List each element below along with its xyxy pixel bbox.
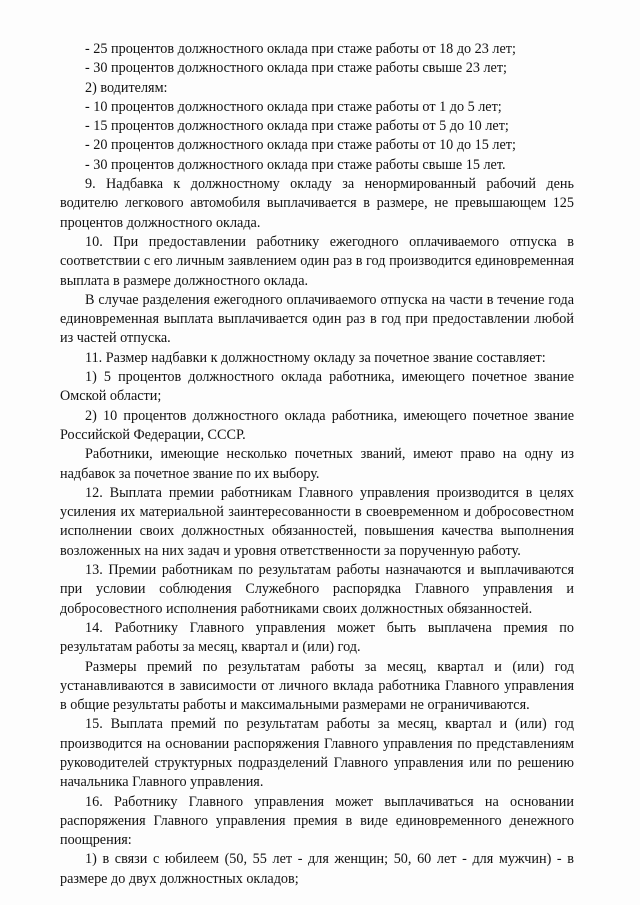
clause-14-continuation: Размеры премий по результатам работы за месяц, квартал и (или) год устанавливаются в зависимости от личного вклада работника Главного управления в общие результаты работы и максимальными размерами не ограничиваются. [60,658,574,714]
clause-14: 14. Работнику Главного управления может быть выплачена премия по результатам работы за месяц, квартал и (или) год. [60,619,574,656]
clause-11-item-1: 1) 5 процентов должностного оклада работника, имеющего почетное звание Омской области; [60,369,574,405]
clause-12: 12. Выплата премии работникам Главного управления производится в целях усиления их материальной заинтересованности в своевременном и добросовестном исполнении своих должностных обязанностей, повышения качества выполнения возложенных на них задач и уровня ответственности за порученную работу. [60,484,574,559]
clause-15: 15. Выплата премий по результатам работы за месяц, квартал и (или) год производится на основании распоряжения Главного управления по представлениям руководителей структурных подразделений Главного управления или по решению начальника Главного управления. [60,716,574,791]
list-item: - 10 процентов должностного оклада при стаже работы от 1 до 5 лет; [85,98,502,115]
clause-11: 11. Размер надбавки к должностному окладу за почетное звание составляет: [85,349,546,366]
clause-16: 16. Работнику Главного управления может выплачиваться на основании распоряжения Главного управления премия в виде единовременного денежного поощрения: [60,793,574,849]
list-heading: 2) водителям: [85,79,168,96]
list-item: - 25 процентов должностного оклада при стаже работы от 18 до 23 лет; [85,41,516,57]
clause-9: 9. Надбавка к должностному окладу за ненормированный рабочий день водителю легкового автомобиля выплачивается в размере, не превышающем 125 процентов должностного оклада. [60,176,574,231]
list-item: - 30 процентов должностного оклада при стаже работы свыше 23 лет; [85,60,507,77]
clause-11-item-2: 2) 10 процентов должностного оклада работника, имеющего почетное звание Российской Федерации, СССР. [60,407,574,443]
clause-13: 13. Премии работникам по результатам работы назначаются и выплачиваются при условии соблюдения Служебного распорядка Главного управления и добросовестного исполнения работниками своих должностных обязанностей. [60,562,574,617]
list-item: - 15 процентов должностного оклада при стаже работы от 5 до 10 лет; [85,118,509,135]
list-item: - 30 процентов должностного оклада при стаже работы свыше 15 лет. [85,156,506,173]
clause-11-note: Работники, имеющие несколько почетных званий, имеют право на одну из надбавок за почетное звание по их выбору. [60,446,574,482]
clause-10: 10. При предоставлении работнику ежегодного оплачиваемого отпуска в соответствии с его личным заявлением один раз в год производится единовременная выплата в размере должностного оклада. [60,233,574,289]
clause-10-continuation: В случае разделения ежегодного оплачиваемого отпуска на части в течение года единовременная выплата выплачивается один раз в год при предоставлении любой из частей отпуска. [60,291,574,347]
list-item: - 20 процентов должностного оклада при стаже работы от 10 до 15 лет; [85,137,516,154]
clause-16-item-1: 1) в связи с юбилеем (50, 55 лет - для женщин; 50, 60 лет - для мужчин) - в размере до двух должностных окладов; [60,851,574,887]
